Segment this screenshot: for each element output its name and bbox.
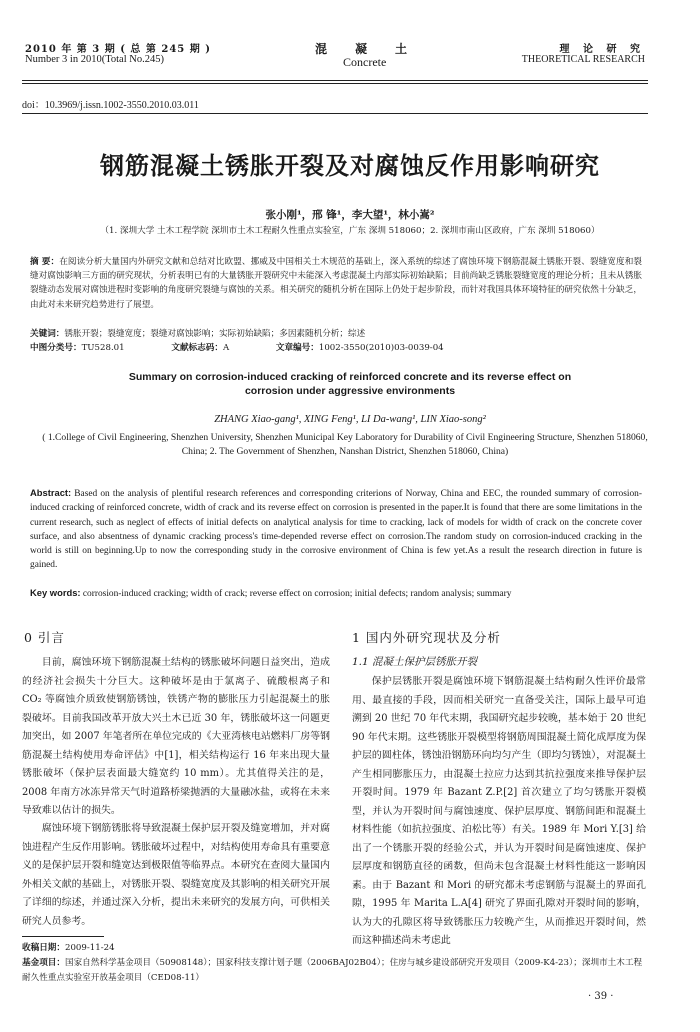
issue-cn: 2010 年 第 3 期 ( 总 第 245 期 ) <box>25 44 211 55</box>
doc-code: A <box>222 343 230 353</box>
footnote-rule <box>22 936 104 937</box>
keywords-cn <box>30 327 642 339</box>
abstract-cn-label: 摘 要： <box>30 257 60 267</box>
page-number: · 39 · <box>588 991 614 1002</box>
journal-name-cn: 混凝土 <box>315 42 436 56</box>
header-rule-thin <box>22 83 648 84</box>
affiliation-en: ( 1.College of Civil Engineering, Shenzhen University, Shenzhen Municipal Key Laboratory for Durability of Civil Engineering Structure, Shenzhen 518060, China; 2. The Government of Shenzhen, Nanshan District, Shenzhen 518060, China) <box>42 432 648 457</box>
section-1-1-heading: 1.1 混凝土保护层锈胀开裂 <box>352 656 478 668</box>
clc-code: TU528.01 <box>81 343 125 353</box>
classification-cn <box>30 341 642 353</box>
section-1-heading: 1 国内外研究现状及分析 <box>352 630 501 645</box>
keywords-en-label: Key words: <box>30 587 81 598</box>
article-title-en <box>0 370 700 398</box>
header-rule <box>22 80 648 81</box>
keywords-en <box>30 587 642 599</box>
journal-name-en: Concrete <box>343 55 387 69</box>
keywords-en-text: corrosion-induced cracking; width of crack; reverse effect on corrosion; initial defects; random analysis; summary <box>82 589 512 599</box>
doi-rule <box>22 113 648 114</box>
authors-cn: 张小刚¹，邢 锋¹，李大望¹，林小嵩² <box>265 209 435 221</box>
keywords-cn-label: 关键词： <box>30 329 65 339</box>
clc-label: 中图分类号： <box>30 343 82 353</box>
doi: doi：10.3969/j.issn.1002-3550.2010.03.011 <box>22 100 199 111</box>
doc-code-label: 文献标志码： <box>171 343 223 353</box>
fund-label: 基金项目： <box>22 958 65 968</box>
section-0-paragraph-2: 腐蚀环境下钢筋锈胀将导致混凝土保护层开裂及缝宽增加，并对腐蚀进程产生反作用影响。锈胀破坏过程中，对结构使用寿命具有重要意义的是保护层开裂和缝宽达到极限值等临界点。本研究在查阅大量国内外相关文献的基础上，对锈胀开裂、裂缝宽度及其影响的相关研究开展了详细的综述，并通过深入分析，提出未来研究的发展方向，可供相关研究人员参考。 <box>22 823 330 927</box>
abstract-en-label: Abstract: <box>30 487 72 498</box>
keywords-cn-text: 锈胀开裂；裂缝宽度；裂缝对腐蚀影响；实际初始缺陷；多因素随机分析；综述 <box>64 329 366 339</box>
section-1-paragraph-1: 保护层锈胀开裂是腐蚀环境下钢筋混凝土结构耐久性评价最常用、最直接的手段，因而相关研究一直备受关注，国际上最早可追溯到 20 世纪 70 年代末期，我国研究起步较晚，基本始于 20 世纪 90 年代末期。这些锈胀开裂模型将钢筋周围混凝土简化成厚度为保护层的圆柱体，锈蚀沿钢筋环向均匀产生（即均匀锈蚀），对混凝土产生相同膨胀压力，由混凝土拉应力达到其抗拉强度来推导保护层开裂时间。1979 年 Bazant Z.P.[2] 首次建立了均匀锈胀开裂模型，并认为开裂时间与腐蚀速度、保护层厚度、钢筋间距和混凝土材料性能（如抗拉强度、泊松比等）有关。1989 年 Mori Y.[3] 给出了一个锈胀开裂的经验公式，并认为开裂时间是腐蚀速度、保护层厚度和钢筋直径的函数，但尚未包含混凝土材料性能这一影响因素。由于 Bazant 和 Mori 的研究都未考虑钢筋与混凝土的界面孔隙，1995 年 Marita L.A[4] 研究了界面孔隙对开裂时间的影响，认为大的孔隙区将导致锈胀压力较晚产生，从而推迟开裂时间，然而这种描述尚未考虑此 <box>352 676 646 946</box>
abstract-en <box>30 486 642 573</box>
article-title-cn: 钢筋混凝土锈胀开裂及对腐蚀反作用影响研究 <box>100 152 600 180</box>
article-title-en-line1: Summary on corrosion-induced cracking of reinforced concrete and its reverse effect on <box>128 371 572 383</box>
fund-value: 国家自然科学基金项目（50908148）；国家科技支撑计划子题（2006BAJ02B04）；住房与城乡建设部研究开发项目（2009-K4-23）；深圳市土木工程耐久性重点实验室开放基金项目（CED08-11） <box>22 958 643 983</box>
section-name-cn: 理 论 研 究 <box>559 44 645 55</box>
received-label: 收稿日期： <box>22 943 65 953</box>
authors-en: ZHANG Xiao-gang¹, XING Feng¹, LI Da-wang¹, LIN Xiao-song² <box>214 414 486 425</box>
affiliation-cn: （1. 深圳大学 土木工程学院 深圳市土木工程耐久性重点实验室，广东 深圳 518060；2. 深圳市南山区政府，广东 深圳 518060） <box>100 226 600 236</box>
abstract-cn <box>30 255 642 312</box>
received-date <box>22 941 646 956</box>
abstract-en-text: Based on the analysis of plentiful research references and corresponding criterions of Norway, China and EEC, the rounded summary of corrosion-induced cracking of reinforced concrete, width of crack and its reverse effect on corrosion is presented in the paper.It is found that there are some limitations in the current research, such as neglect of effects of initial defects on analytical analysis for time to cracking, lack of models for width of crack on the concrete cover surface, and also absentness of dynamic cracking process's time-depended reverse effect on corrosion.The random study on corrosion-induced cracking in the world is still on beginning.Up to now the corresponding study in the corrosive environment of China is few yet.As a result the research direction in future is gained. <box>30 489 642 571</box>
issue-en: Number 3 in 2010(Total No.245) <box>25 54 164 65</box>
section-name-en: THEORETICAL RESEARCH <box>521 54 645 65</box>
abstract-cn-text: 在阅读分析大量国内外研究文献和总结对比欧盟、挪威及中国相关土木规范的基础上，深入系统的综述了腐蚀环境下钢筋混凝土锈胀开裂、裂缝宽度和裂缝对腐蚀影响三方面的研究现状，分析表明已有的大量锈胀开裂研究中未能深入考虑混凝土内部实际初始缺陷；目前尚缺乏锈胀裂缝宽度的理论分析；且未从锈胀裂缝动态发展对腐蚀进程时变影响的角度研究裂缝与腐蚀的关系。相关研究的随机分析在国际上仍处于起步阶段，而针对我国具体环境特征的研究依然十分缺乏，由此对未来研究趋势进行了展望。 <box>30 257 642 310</box>
section-0-heading: 0 引言 <box>24 630 65 645</box>
received-value: 2009-11-24 <box>64 943 115 953</box>
fund-note <box>22 956 646 986</box>
running-header <box>25 40 645 78</box>
section-0-paragraph-1: 目前，腐蚀环境下钢筋混凝土结构的锈胀破坏问题日益突出，造成的经济社会损失十分巨大。这种破坏是由于氯离子、硫酸根离子和 CO₂ 等腐蚀介质致使钢筋锈蚀，铁锈产物的膨胀压力引起混凝土的胀裂破坏。目前我国改革开放大兴土木已近 30 年，锈胀破坏这一问题更加突出，如 2007 年笔者所在单位完成的《大亚湾核电站燃料厂房等钢筋混凝土结构使用寿命评估》中[1]，相关结构运行 16 年来出现大量锈胀破坏（保护层表面最大缝宽约 10 mm）。尤其值得关注的是，2008 年南方冰冻异常天气时道路桥梁抛洒的大量融冰盐，或将在未来导致难以估计的损失。 <box>22 657 330 816</box>
article-no-label: 文章编号： <box>275 343 319 353</box>
article-title-en-line2: corrosion under aggressive environments <box>244 385 456 397</box>
article-no: 1002-3550(2010)03-0039-04 <box>318 343 444 353</box>
